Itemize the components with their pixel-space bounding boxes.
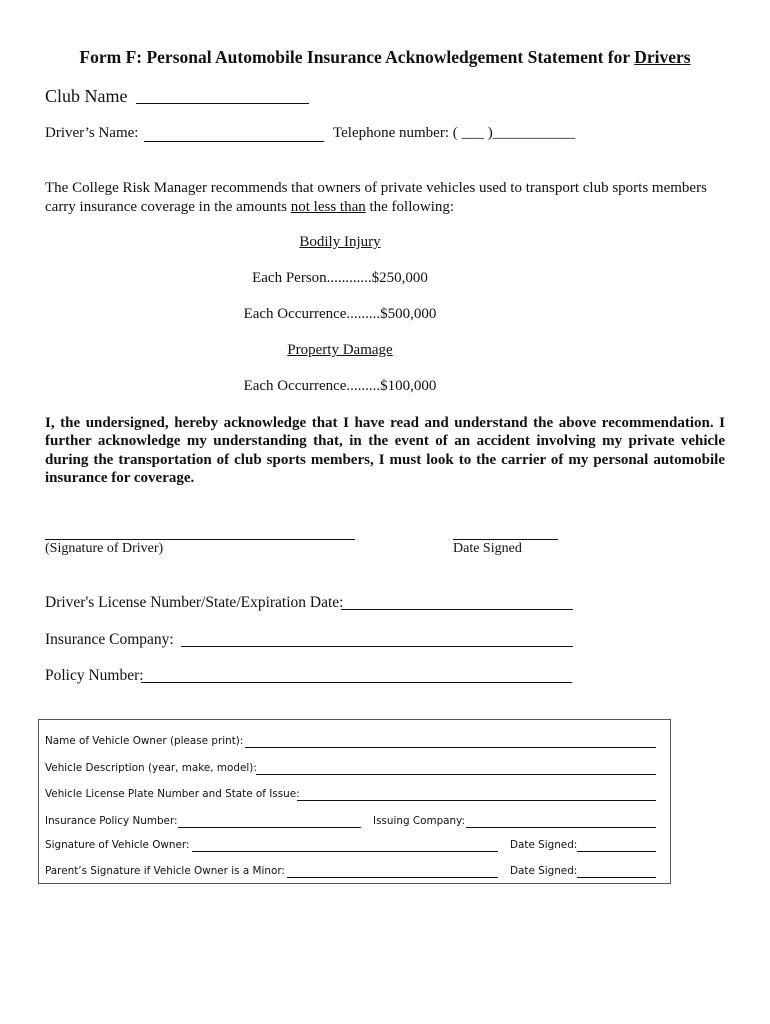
owner-date-signed-field[interactable] (577, 851, 656, 852)
parent-signature-label: Parent’s Signature if Vehicle Owner is a Minor: (45, 865, 285, 877)
date-signed-caption: Date Signed (453, 541, 522, 556)
form-title-text: Form F: Personal Automobile Insurance Acknowledgement Statement for (79, 47, 635, 67)
parent-signature-field[interactable] (287, 877, 498, 878)
bodily-injury-heading: Bodily Injury (299, 234, 381, 250)
owner-signature-label: Signature of Vehicle Owner: (45, 839, 190, 851)
owner-name-field[interactable] (245, 747, 656, 748)
vehicle-description-field[interactable] (256, 774, 656, 775)
acknowledgement-paragraph: I, the undersigned, hereby acknowledge that I have read and understand the above recommendation. I further acknowledge my understanding that, in the event of an accident involving my private vehicle during the transportation of club sports members, I must look to the carrier of my personal automobile insurance for coverage. (45, 415, 725, 486)
vehicle-description-label: Vehicle Description (year, make, model): (45, 762, 257, 774)
each-occurrence-property-amount: Each Occurrence.........$100,000 (243, 378, 437, 394)
owner-signature-field[interactable] (192, 851, 498, 852)
recommendation-text-1: The College Risk Manager recommends that owners of private vehicles used to transport club sports members carry insurance coverage in the amounts (45, 180, 707, 215)
each-occurrence-bodily-amount: Each Occurrence.........$500,000 (243, 306, 437, 322)
recommendation-paragraph (45, 179, 725, 217)
insurance-company-field[interactable] (181, 646, 573, 647)
policy-number-label: Policy Number: (45, 667, 144, 684)
insurance-company-label: Insurance Company: (45, 631, 174, 648)
form-title (0, 47, 770, 68)
recommendation-text-2: the following: (365, 199, 455, 215)
parent-date-signed-field[interactable] (577, 877, 656, 878)
signature-caption: (Signature of Driver) (45, 541, 164, 556)
issuing-company-field[interactable] (466, 827, 656, 828)
club-name-label: Club Name (45, 86, 128, 106)
telephone-field[interactable]: Telephone number: ( ___ )___________ (333, 125, 576, 141)
insurance-policy-number-field[interactable] (178, 827, 361, 828)
property-damage-heading: Property Damage (287, 342, 393, 358)
issuing-company-label: Issuing Company: (373, 815, 466, 827)
club-name-field[interactable] (136, 103, 309, 104)
drivers-name-field[interactable] (144, 141, 324, 142)
license-field[interactable] (341, 609, 573, 610)
plate-label: Vehicle License Plate Number and State of Issue: (45, 788, 300, 800)
drivers-name-label: Driver’s Name: (45, 125, 139, 141)
policy-number-field[interactable] (141, 682, 572, 683)
owner-date-signed-label: Date Signed: (510, 839, 578, 851)
parent-date-signed-label: Date Signed: (510, 865, 578, 877)
insurance-policy-number-label: Insurance Policy Number: (45, 815, 178, 827)
date-signed-field[interactable] (453, 539, 558, 540)
license-label: Driver's License Number/State/Expiration Date: (45, 594, 344, 611)
form-title-underlined: Drivers (634, 47, 691, 67)
driver-signature-field[interactable] (45, 539, 355, 540)
recommendation-underlined: not less than (290, 199, 366, 215)
each-person-amount: Each Person............$250,000 (252, 270, 428, 286)
plate-field[interactable] (297, 800, 656, 801)
owner-name-label: Name of Vehicle Owner (please print): (45, 735, 244, 747)
